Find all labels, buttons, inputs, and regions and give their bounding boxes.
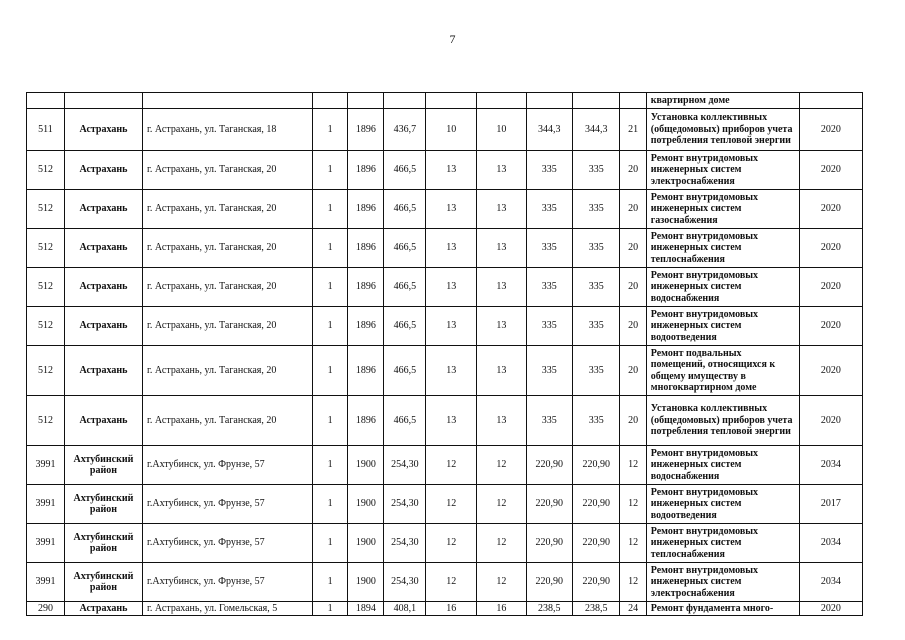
table-row	[27, 446, 863, 485]
cell-address: г. Астрахань, ул. Таганская, 20	[142, 396, 312, 446]
cell-year: 1896	[348, 346, 384, 396]
cell-n2: 13	[477, 190, 527, 229]
cell-year: 1896	[348, 307, 384, 346]
cell-col4: 1	[312, 268, 348, 307]
cell-area: 466,5	[384, 268, 426, 307]
cell-v2: 220,90	[572, 563, 619, 602]
cell-n2	[477, 93, 527, 109]
cell-work-type: Ремонт внутридомовых инженерных систем электроснабжения	[646, 151, 799, 190]
cell-v2: 335	[572, 346, 619, 396]
cell-year: 1896	[348, 396, 384, 446]
cell-n2: 12	[477, 563, 527, 602]
cell-v2: 344,3	[572, 109, 619, 151]
cell-v1: 220,90	[526, 563, 572, 602]
cell-work-type: Ремонт внутридомовых инженерных систем водоотведения	[646, 307, 799, 346]
cell-v2: 335	[572, 229, 619, 268]
cell-number	[27, 93, 65, 109]
cell-plan-year: 2020	[799, 268, 862, 307]
cell-v3	[620, 93, 646, 109]
cell-v1	[526, 93, 572, 109]
table-row	[27, 109, 863, 151]
cell-plan-year: 2020	[799, 346, 862, 396]
cell-v1: 335	[526, 307, 572, 346]
cell-work-type: Ремонт фундамента много-	[646, 602, 799, 616]
table-row	[27, 485, 863, 524]
cell-v1: 335	[526, 190, 572, 229]
cell-number: 3991	[27, 524, 65, 563]
table-row	[27, 93, 863, 109]
cell-settlement	[64, 93, 142, 109]
cell-col4: 1	[312, 446, 348, 485]
table-row	[27, 602, 863, 616]
cell-area: 254,30	[384, 485, 426, 524]
cell-settlement: Астрахань	[64, 396, 142, 446]
cell-settlement: Ахтубинский район	[64, 563, 142, 602]
cell-v2: 335	[572, 307, 619, 346]
cell-v2: 335	[572, 151, 619, 190]
cell-address: г.Ахтубинск, ул. Фрунзе, 57	[142, 446, 312, 485]
page-number: 7	[449, 32, 456, 46]
cell-year: 1896	[348, 190, 384, 229]
cell-work-type: Установка коллективных (общедомовых) приборов учета потребления тепловой энергии	[646, 396, 799, 446]
cell-work-type: Ремонт внутридомовых инженерных систем теплоснабжения	[646, 524, 799, 563]
cell-work-type: Ремонт внутридомовых инженерных систем электроснабжения	[646, 563, 799, 602]
cell-v2: 335	[572, 268, 619, 307]
cell-settlement: Астрахань	[64, 109, 142, 151]
cell-address: г. Астрахань, ул. Таганская, 20	[142, 346, 312, 396]
cell-plan-year: 2034	[799, 524, 862, 563]
cell-number: 512	[27, 229, 65, 268]
cell-col4: 1	[312, 151, 348, 190]
cell-plan-year: 2034	[799, 446, 862, 485]
cell-n2: 13	[477, 151, 527, 190]
cell-address: г.Ахтубинск, ул. Фрунзе, 57	[142, 524, 312, 563]
cell-col4: 1	[312, 346, 348, 396]
cell-col4	[312, 93, 348, 109]
cell-v3: 21	[620, 109, 646, 151]
cell-area	[384, 93, 426, 109]
cell-number: 512	[27, 151, 65, 190]
cell-address: г. Астрахань, ул. Таганская, 20	[142, 190, 312, 229]
cell-work-type: Ремонт внутридомовых инженерных систем теплоснабжения	[646, 229, 799, 268]
cell-plan-year: 2020	[799, 190, 862, 229]
cell-settlement: Ахтубинский район	[64, 485, 142, 524]
cell-col4: 1	[312, 524, 348, 563]
cell-year: 1896	[348, 151, 384, 190]
cell-settlement: Астрахань	[64, 307, 142, 346]
cell-work-type: Ремонт внутридомовых инженерных систем водоснабжения	[646, 446, 799, 485]
cell-settlement: Астрахань	[64, 268, 142, 307]
cell-settlement: Астрахань	[64, 229, 142, 268]
cell-col4: 1	[312, 396, 348, 446]
cell-year: 1900	[348, 446, 384, 485]
cell-col4: 1	[312, 229, 348, 268]
cell-work-type: Ремонт внутридомовых инженерных систем газоснабжения	[646, 190, 799, 229]
cell-settlement: Астрахань	[64, 346, 142, 396]
cell-n2: 13	[477, 396, 527, 446]
cell-plan-year	[799, 93, 862, 109]
cell-work-type: Ремонт подвальных помещений, относящихся к общему имуществу в многоквартирном доме	[646, 346, 799, 396]
cell-n1: 12	[426, 524, 477, 563]
cell-settlement: Астрахань	[64, 602, 142, 616]
cell-year: 1896	[348, 109, 384, 151]
table-row	[27, 396, 863, 446]
cell-v3: 12	[620, 485, 646, 524]
cell-plan-year: 2020	[799, 229, 862, 268]
cell-area: 466,5	[384, 346, 426, 396]
cell-number: 3991	[27, 485, 65, 524]
cell-n1	[426, 93, 477, 109]
cell-n1: 13	[426, 151, 477, 190]
cell-v3: 20	[620, 307, 646, 346]
table-body	[27, 93, 863, 616]
cell-v3: 20	[620, 268, 646, 307]
cell-n2: 12	[477, 524, 527, 563]
cell-n1: 10	[426, 109, 477, 151]
cell-v1: 335	[526, 346, 572, 396]
cell-v3: 20	[620, 346, 646, 396]
cell-n2: 12	[477, 446, 527, 485]
cell-col4: 1	[312, 190, 348, 229]
cell-number: 3991	[27, 446, 65, 485]
cell-work-type: Ремонт внутридомовых инженерных систем водоснабжения	[646, 268, 799, 307]
cell-v3: 12	[620, 563, 646, 602]
cell-work-type: Установка коллективных (общедомовых) приборов учета потребления тепловой энергии	[646, 109, 799, 151]
cell-address: г. Астрахань, ул. Таганская, 20	[142, 151, 312, 190]
cell-v1: 335	[526, 268, 572, 307]
cell-address: г. Астрахань, ул. Таганская, 20	[142, 229, 312, 268]
cell-v3: 20	[620, 151, 646, 190]
cell-number: 512	[27, 190, 65, 229]
cell-year: 1894	[348, 602, 384, 616]
table-row	[27, 151, 863, 190]
cell-n2: 13	[477, 268, 527, 307]
cell-v2: 238,5	[572, 602, 619, 616]
cell-v3: 12	[620, 524, 646, 563]
cell-address: г. Астрахань, ул. Таганская, 18	[142, 109, 312, 151]
cell-n1: 13	[426, 396, 477, 446]
cell-address: г.Ахтубинск, ул. Фрунзе, 57	[142, 563, 312, 602]
cell-number: 512	[27, 307, 65, 346]
cell-plan-year: 2020	[799, 109, 862, 151]
cell-v1: 335	[526, 396, 572, 446]
cell-settlement: Астрахань	[64, 190, 142, 229]
table-row	[27, 346, 863, 396]
cell-v2: 335	[572, 190, 619, 229]
cell-address: г. Астрахань, ул. Таганская, 20	[142, 307, 312, 346]
cell-address: г.Ахтубинск, ул. Фрунзе, 57	[142, 485, 312, 524]
cell-work-type: Ремонт внутридомовых инженерных систем водоотведения	[646, 485, 799, 524]
cell-year: 1900	[348, 524, 384, 563]
cell-area: 466,5	[384, 229, 426, 268]
cell-n1: 13	[426, 346, 477, 396]
cell-number: 3991	[27, 563, 65, 602]
cell-area: 466,5	[384, 151, 426, 190]
cell-v2: 220,90	[572, 524, 619, 563]
cell-settlement: Астрахань	[64, 151, 142, 190]
cell-area: 254,30	[384, 563, 426, 602]
cell-number: 290	[27, 602, 65, 616]
cell-n2: 13	[477, 307, 527, 346]
cell-n1: 13	[426, 268, 477, 307]
cell-col4: 1	[312, 602, 348, 616]
cell-v3: 12	[620, 446, 646, 485]
cell-year: 1896	[348, 229, 384, 268]
cell-plan-year: 2020	[799, 602, 862, 616]
cell-n1: 12	[426, 446, 477, 485]
cell-n1: 12	[426, 563, 477, 602]
cell-area: 436,7	[384, 109, 426, 151]
cell-n1: 13	[426, 229, 477, 268]
cell-plan-year: 2020	[799, 151, 862, 190]
cell-col4: 1	[312, 485, 348, 524]
cell-year: 1900	[348, 485, 384, 524]
cell-number: 511	[27, 109, 65, 151]
cell-settlement: Ахтубинский район	[64, 446, 142, 485]
cell-area: 466,5	[384, 396, 426, 446]
cell-v3: 24	[620, 602, 646, 616]
cell-area: 254,30	[384, 446, 426, 485]
cell-area: 466,5	[384, 307, 426, 346]
cell-v3: 20	[620, 229, 646, 268]
cell-v2: 335	[572, 396, 619, 446]
cell-area: 254,30	[384, 524, 426, 563]
cell-col4: 1	[312, 563, 348, 602]
cell-area: 408,1	[384, 602, 426, 616]
cell-v1: 344,3	[526, 109, 572, 151]
table-row	[27, 268, 863, 307]
cell-n1: 13	[426, 190, 477, 229]
cell-v1: 220,90	[526, 485, 572, 524]
cell-v2: 220,90	[572, 446, 619, 485]
cell-work-type: квартирном доме	[646, 93, 799, 109]
cell-plan-year: 2020	[799, 307, 862, 346]
cell-v3: 20	[620, 396, 646, 446]
table-row	[27, 563, 863, 602]
cell-number: 512	[27, 346, 65, 396]
cell-year	[348, 93, 384, 109]
cell-address: г. Астрахань, ул. Гомельская, 5	[142, 602, 312, 616]
cell-plan-year: 2017	[799, 485, 862, 524]
cell-v1: 335	[526, 151, 572, 190]
cell-n1: 13	[426, 307, 477, 346]
cell-number: 512	[27, 396, 65, 446]
cell-year: 1900	[348, 563, 384, 602]
cell-col4: 1	[312, 109, 348, 151]
table-row	[27, 307, 863, 346]
cell-v2: 220,90	[572, 485, 619, 524]
cell-v1: 220,90	[526, 524, 572, 563]
cell-plan-year: 2020	[799, 396, 862, 446]
table-row	[27, 229, 863, 268]
cell-year: 1896	[348, 268, 384, 307]
table-row	[27, 190, 863, 229]
cell-v1: 238,5	[526, 602, 572, 616]
table-row	[27, 524, 863, 563]
cell-col4: 1	[312, 307, 348, 346]
cell-v1: 220,90	[526, 446, 572, 485]
cell-n1: 12	[426, 485, 477, 524]
cell-v1: 335	[526, 229, 572, 268]
cell-n2: 16	[477, 602, 527, 616]
cell-n1: 16	[426, 602, 477, 616]
cell-address	[142, 93, 312, 109]
cell-n2: 13	[477, 229, 527, 268]
cell-area: 466,5	[384, 190, 426, 229]
cell-settlement: Ахтубинский район	[64, 524, 142, 563]
cell-v3: 20	[620, 190, 646, 229]
registry-table	[26, 92, 863, 616]
cell-v2	[572, 93, 619, 109]
cell-address: г. Астрахань, ул. Таганская, 20	[142, 268, 312, 307]
cell-n2: 10	[477, 109, 527, 151]
cell-n2: 12	[477, 485, 527, 524]
cell-number: 512	[27, 268, 65, 307]
cell-plan-year: 2034	[799, 563, 862, 602]
cell-n2: 13	[477, 346, 527, 396]
